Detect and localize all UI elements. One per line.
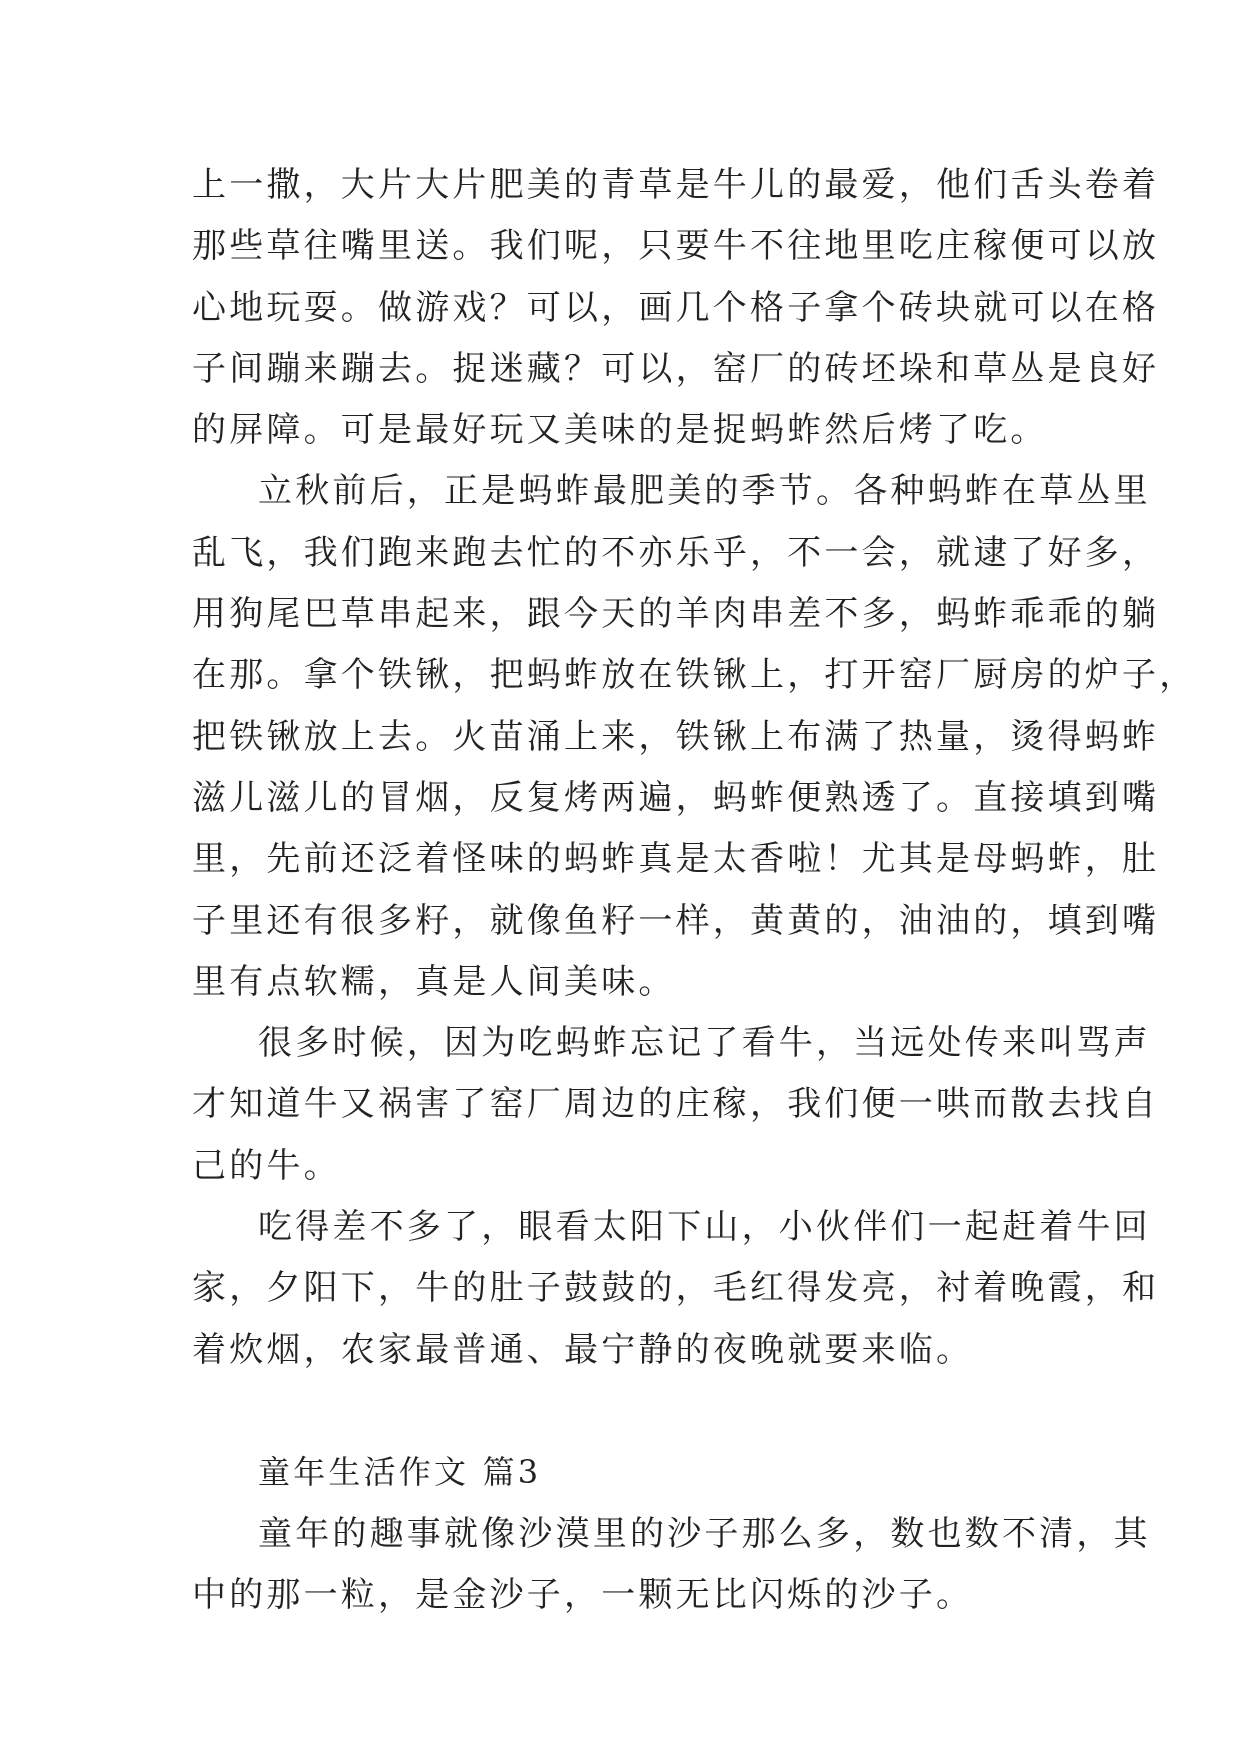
text-line: 童年的趣事就像沙漠里的沙子那么多，数也数不清，其 — [258, 1513, 1151, 1554]
text-line: 在那。拿个铁锹，把蚂蚱放在铁锹上，打开窑厂厨房的炉子， — [192, 655, 1197, 696]
text-line: 用狗尾巴草串起来，跟今天的羊肉串差不多，蚂蚱乖乖的躺 — [192, 594, 1160, 635]
text-line: 滋儿滋儿的冒烟，反复烤两遍，蚂蚱便熟透了。直接填到嘴 — [192, 777, 1160, 818]
text-line: 的屏障。可是最好玩又美味的是捉蚂蚱然后烤了吃。 — [192, 410, 1048, 451]
text-line: 才知道牛又祸害了窑厂周边的庄稼，我们便一哄而散去找自 — [192, 1084, 1160, 1125]
text-line: 己的牛。 — [192, 1145, 341, 1186]
text-line: 子里还有很多籽，就像鱼籽一样，黄黄的，油油的，填到嘴 — [192, 900, 1160, 941]
text-line: 中的那一粒，是金沙子，一颗无比闪烁的沙子。 — [192, 1574, 974, 1615]
text-line: 很多时候，因为吃蚂蚱忘记了看牛，当远处传来叫骂声 — [258, 1023, 1151, 1064]
section-title: 童年生活作文 篇3 — [258, 1453, 542, 1492]
paragraph-gap — [192, 1381, 1052, 1442]
text-line: 上一撒，大片大片肥美的青草是牛儿的最爱，他们舌头卷着 — [192, 165, 1160, 205]
text-line: 那些草往嘴里送。我们呢，只要牛不往地里吃庄稼便可以放 — [192, 226, 1160, 267]
text-line: 着炊烟，农家最普通、最宁静的夜晚就要来临。 — [192, 1329, 974, 1370]
text-line: 子间蹦来蹦去。捉迷藏？可以，窑厂的砖坯垛和草丛是良好 — [192, 348, 1160, 389]
text-line: 心地玩耍。做游戏？可以，画几个格子拿个砖块就可以在格 — [192, 287, 1160, 328]
document-body — [192, 155, 1197, 1626]
text-line: 把铁锹放上去。火苗涌上来，铁锹上布满了热量，烫得蚂蚱 — [192, 716, 1160, 757]
text-line: 里，先前还泛着怪味的蚂蚱真是太香啦！尤其是母蚂蚱，肚 — [192, 839, 1160, 880]
text-line: 里有点软糯，真是人间美味。 — [192, 961, 676, 1002]
paragraph-1 — [192, 155, 1160, 461]
paragraph-3 — [192, 1013, 1160, 1197]
text-line: 吃得差不多了，眼看太阳下山，小伙伴们一起赶着牛回 — [258, 1207, 1151, 1248]
paragraph-4 — [192, 1197, 1160, 1381]
text-line: 乱飞，我们跑来跑去忙的不亦乐乎，不一会，就逮了好多， — [192, 532, 1160, 573]
text-line: 家，夕阳下，牛的肚子鼓鼓的，毛红得发亮，衬着晚霞，和 — [192, 1268, 1160, 1309]
paragraph-2 — [192, 461, 1197, 1013]
paragraph-5 — [192, 1504, 1151, 1627]
text-line: 立秋前后，正是蚂蚱最肥美的季节。各种蚂蚱在草丛里 — [258, 471, 1151, 512]
